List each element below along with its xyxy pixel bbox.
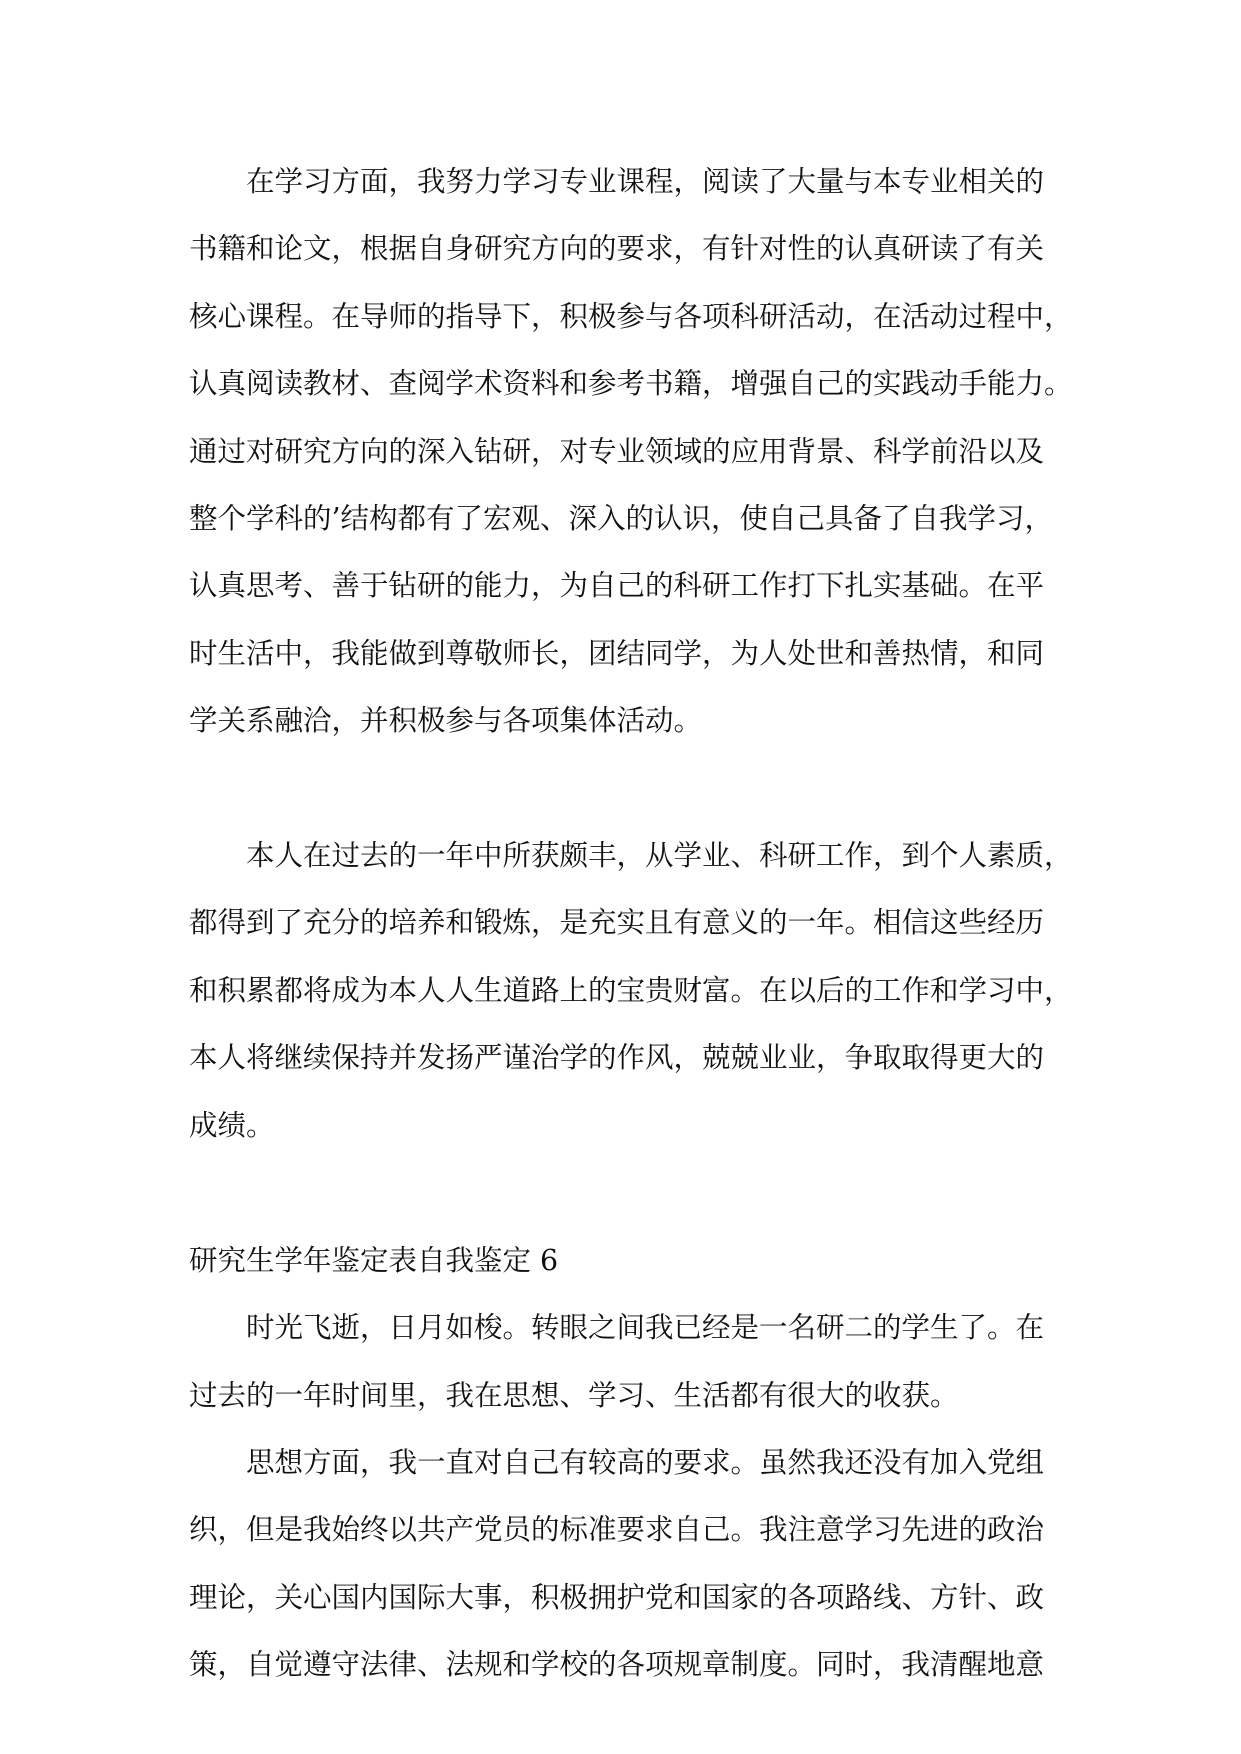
- text-line: 理论，关心国内国际大事，积极拥护党和国家的各项路线、方针、政: [189, 1581, 1045, 1614]
- text-line: 成绩。: [189, 1109, 275, 1142]
- text-line: 认真思考、善于钻研的能力，为自己的科研工作打下扎实基础。在平: [189, 569, 1045, 602]
- text-line: 和积累都将成为本人人生道路上的宝贵财富。在以后的工作和学习中，: [189, 974, 1073, 1007]
- section-heading: 研究生学年鉴定表自我鉴定 6: [189, 1244, 559, 1277]
- text-line: 时光飞逝，日月如梭。转眼之间我已经是一名研二的学生了。在: [246, 1311, 1045, 1344]
- text-line: 认真阅读教材、查阅学术资料和参考书籍，增强自己的实践动手能力。: [189, 367, 1073, 400]
- text-line: 时生活中，我能做到尊敬师长，团结同学，为人处世和善热情，和同: [189, 637, 1045, 670]
- text-line: 织，但是我始终以共产党员的标准要求自己。我注意学习先进的政治: [189, 1513, 1045, 1546]
- text-line: 过去的一年时间里，我在思想、学习、生活都有很大的收获。: [189, 1379, 959, 1412]
- text-line: 本人将继续保持并发扬严谨治学的作风，兢兢业业，争取取得更大的: [189, 1041, 1045, 1074]
- text-line: 策，自觉遵守法律、法规和学校的各项规章制度。同时，我清醒地意: [189, 1648, 1045, 1681]
- text-line: 在学习方面，我努力学习专业课程，阅读了大量与本专业相关的: [246, 165, 1045, 198]
- text-line: 书籍和论文，根据自身研究方向的要求，有针对性的认真研读了有关: [189, 232, 1045, 265]
- text-line: 思想方面，我一直对自己有较高的要求。虽然我还没有加入党组: [246, 1446, 1045, 1479]
- text-line: 都得到了充分的培养和锻炼，是充实且有意义的一年。相信这些经历: [189, 906, 1045, 939]
- text-line: 整个学科的’结构都有了宏观、深入的认识，使自己具备了自我学习，: [189, 502, 1054, 535]
- text-line: 通过对研究方向的深入钻研，对专业领域的应用背景、科学前沿以及: [189, 435, 1045, 468]
- text-line: 核心课程。在导师的指导下，积极参与各项科研活动，在活动过程中，: [189, 300, 1073, 333]
- text-line: 学关系融洽，并积极参与各项集体活动。: [189, 704, 703, 737]
- text-line: 本人在过去的一年中所获颇丰，从学业、科研工作，到个人素质，: [246, 839, 1073, 872]
